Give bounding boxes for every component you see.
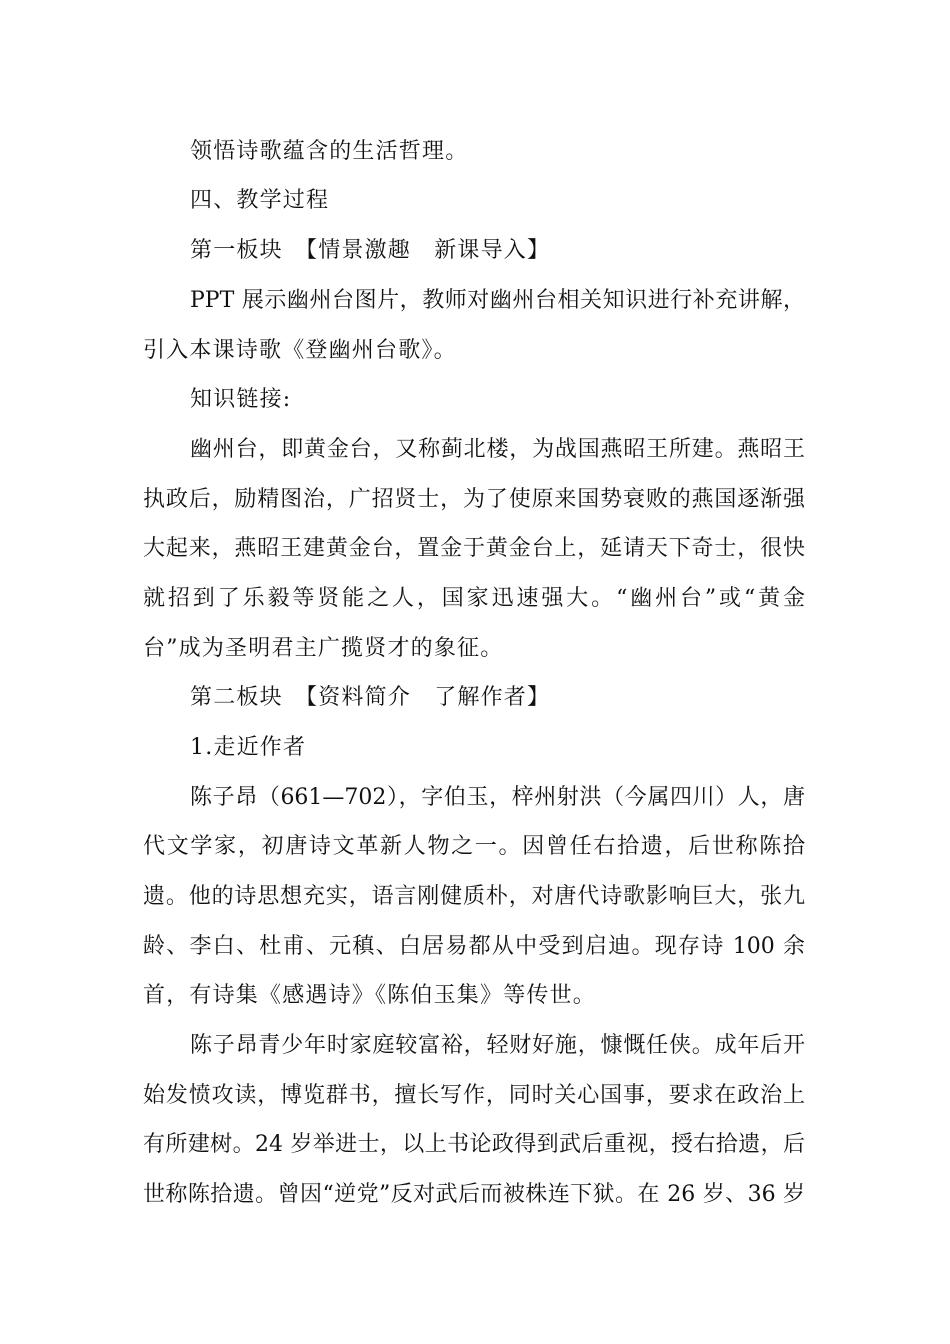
text-line: 龄、李白、杜甫、元稹、白居易都从中受到启迪。现存诗 100 余	[143, 934, 805, 959]
text-line: 代文学家，初唐诗文革新人物之一。因曾任右拾遗，后世称陈拾	[143, 834, 805, 859]
text-line: 执政后，励精图治，广招贤士，为了使原来国势衰败的燕国逐渐强	[143, 487, 805, 512]
text-line: 陈子昂（661—702），字伯玉，梓州射洪（今属四川）人，唐	[190, 785, 805, 810]
subsection-heading: 1.走近作者	[190, 735, 307, 760]
text-line: 知识链接:	[190, 387, 292, 412]
text-line: 世称陈拾遗。曾因“逆党”反对武后而被株连下狱。在 26 岁、36 岁	[143, 1182, 805, 1207]
text-line: PPT 展示幽州台图片，教师对幽州台相关知识进行补充讲解，	[190, 288, 805, 313]
section-heading: 第一板块 【情景激趣 新课导入】	[190, 238, 551, 263]
text-line: 领悟诗歌蕴含的生活哲理。	[190, 139, 469, 164]
text-line: 幽州台，即黄金台，又称蓟北楼，为战国燕昭王所建。燕昭王	[190, 437, 805, 462]
text-line: 首，有诗集《感遇诗》《陈伯玉集》等传世。	[143, 983, 597, 1008]
text-line: 始发愤攻读，博览群书，擅长写作，同时关心国事，要求在政治上	[143, 1083, 805, 1108]
text-line: 台”成为圣明君主广揽贤才的象征。	[143, 636, 504, 661]
text-line: 遗。他的诗思想充实，语言刚健质朴，对唐代诗歌影响巨大，张九	[143, 884, 805, 909]
section-heading: 第二板块 【资料简介 了解作者】	[190, 685, 551, 710]
section-heading: 四、教学过程	[190, 188, 330, 213]
text-line: 陈子昂青少年时家庭较富裕，轻财好施，慷慨任侠。成年后开	[190, 1033, 805, 1058]
text-line: 大起来，燕昭王建黄金台，置金于黄金台上，延请天下奇士，很快	[143, 536, 805, 561]
text-line: 有所建树。24 岁举进士，以上书论政得到武后重视，授右拾遗，后	[143, 1132, 805, 1157]
text-line: 引入本课诗歌《登幽州台歌》。	[143, 338, 457, 363]
text-line: 就招到了乐毅等贤能之人，国家迅速强大。“幽州台”或“黄金	[143, 586, 805, 611]
